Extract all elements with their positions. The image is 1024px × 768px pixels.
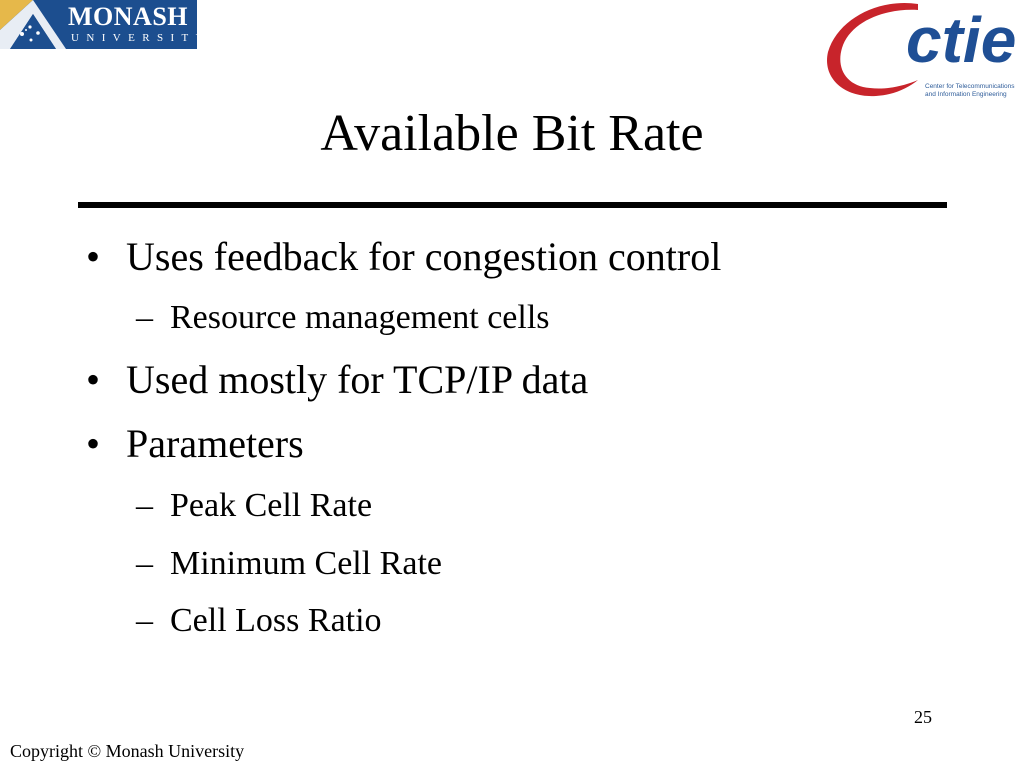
sub-bullet-marker: –	[136, 487, 153, 524]
sub-bullet-item	[136, 298, 550, 338]
sub-bullet-text: Minimum Cell Rate	[170, 545, 442, 582]
bullet-item	[86, 357, 588, 403]
sub-bullet-text: Peak Cell Rate	[170, 487, 373, 524]
bullet-text: Used mostly for TCP/IP data	[126, 357, 589, 402]
ctie-wordmark: ctie	[906, 4, 1017, 76]
monash-logo-name: MONASH	[68, 2, 188, 31]
bullet-marker: •	[86, 357, 101, 402]
bullet-item	[86, 234, 721, 280]
copyright-notice: Copyright © Monash University	[10, 741, 245, 761]
sub-bullet-marker: –	[136, 602, 153, 639]
bullet-marker: •	[86, 234, 101, 279]
bullet-text: Uses feedback for congestion control	[126, 234, 722, 279]
sub-bullet-marker: –	[136, 545, 153, 582]
ctie-caption-line2: and Information Engineering	[925, 90, 1007, 98]
title-divider	[78, 202, 947, 208]
ctie-caption-line1: Center for Telecommunications	[925, 83, 1015, 90]
sub-bullet-item	[136, 544, 442, 584]
monash-logo-subtitle: UNIVERSITY	[71, 32, 211, 44]
bullet-text: Parameters	[126, 421, 304, 466]
page-number: 25	[914, 707, 932, 727]
slide-title: Available Bit Rate	[320, 105, 704, 162]
monash-university-logo	[0, 0, 211, 49]
ctie-caption	[925, 83, 1024, 98]
monash-shield-icon	[0, 0, 66, 49]
bullet-marker: •	[86, 421, 101, 466]
sub-bullet-text: Cell Loss Ratio	[170, 602, 382, 639]
bullet-item	[86, 421, 304, 467]
sub-bullet-marker: –	[136, 299, 153, 336]
sub-bullet-item	[136, 601, 382, 641]
sub-bullet-item	[136, 486, 372, 526]
sub-bullet-text: Resource management cells	[170, 299, 550, 336]
